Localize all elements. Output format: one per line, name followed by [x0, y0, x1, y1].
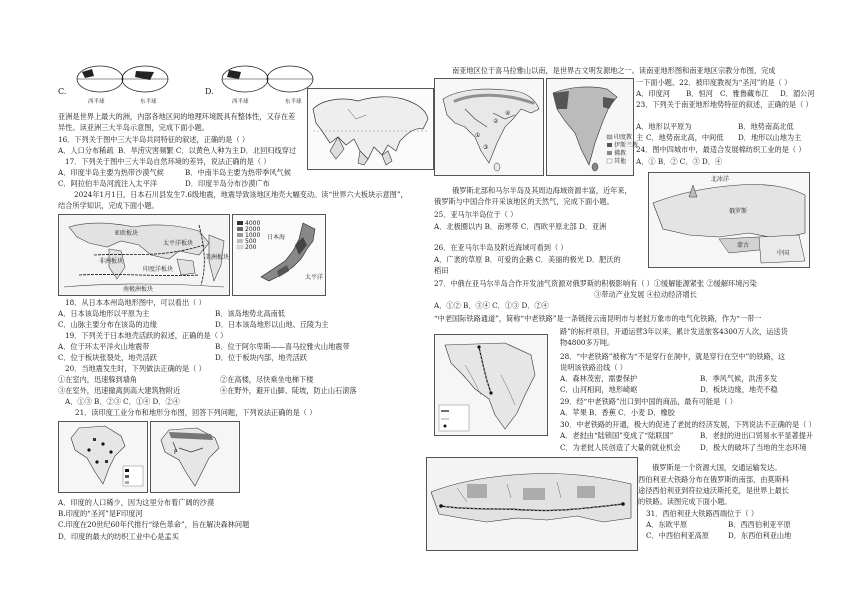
q20-item-1: ①在室内，迅速躲到墙角	[58, 375, 138, 384]
question-21: 21．读印度工业分布和地形分布图，回答下列问题，下列说法正确的是（ ）	[75, 408, 317, 417]
q19-option-b: B．位于阿尔卑斯——喜马拉雅火山地震带	[215, 342, 350, 351]
south-asia-religion-map	[546, 78, 639, 176]
religion-legend-other: 其他	[614, 158, 627, 165]
japan-legend-4000: 4000	[245, 220, 261, 227]
laos-rail-intro-line3: 物4800多万吨。	[560, 338, 615, 347]
question-26: 26．在亚马尔半岛及附近海域可看到（ ）	[434, 243, 568, 252]
q17-option-b: B．中南半岛主要为热带季风气候	[185, 168, 291, 177]
q19-option-d: D．位于板块内部，地壳活跃	[215, 353, 308, 362]
q31-option-c: C．中西伯利亚高原	[646, 531, 710, 540]
q18-option-a: A．日本该岛地形以平原为主	[58, 309, 150, 318]
question-17: 17．下列关于图中三大半岛自然环境的差异，说法正确的是（ ）	[65, 157, 271, 166]
earthquake-intro-line2: 结合所学知识，完成下面小题。	[58, 201, 159, 210]
q23-option-a: A．地形以平原为	[636, 122, 692, 131]
option-d-west-label: 西半球	[232, 99, 249, 105]
option-c-hemisphere-figure	[70, 64, 172, 98]
q20-options: A．①③ B．②③ C．①④ D．②④	[65, 397, 180, 406]
svg-text:F: F	[174, 449, 178, 456]
q21-option-a: A．印度的人口稀少，因为这里分布着广阔的沙漠	[58, 498, 215, 507]
laos-rail-intro-line2: 路”的标杆项目，开通运营3年以来，累计发送旅客4300万人次，运送货	[560, 327, 788, 336]
q16-option-b: B．旱涝灾害频繁 C．以黄色人种为主	[118, 146, 239, 155]
q16-option-a: A．人口分布稀疏	[58, 146, 114, 155]
q24-options: A．① B．② C．③ D．④	[636, 157, 723, 166]
religion-legend-islam: 伊斯兰教	[614, 142, 639, 149]
plate-label-pacific: 太平洋板块	[163, 240, 194, 247]
india-industry-map	[58, 421, 148, 493]
plate-label-african: 非洲板块	[99, 258, 124, 265]
russia-rail-intro-line3: 途径西伯利亚到符拉迪沃斯托克，是世界上最长	[638, 486, 789, 495]
russia-rail-intro-line2: 西伯利亚大铁路分布在俄罗斯的南部，由莫斯科	[638, 475, 789, 484]
q21-option-c: C.印度在20世纪60年代推行“绿色革命”，旨在解决森林问题	[58, 520, 250, 529]
q21-option-b: B.印度的“圣河”是F印度河	[58, 509, 143, 518]
earthquake-intro-line1: 2024年1月1日，日本石川县发生7.6级地震，地震导致该地区地壳大幅变动。读“世界六大板块示意图”，	[74, 190, 408, 199]
q18-option-c: C．山脉主要分布在该岛的边缘	[58, 320, 157, 329]
q16-option-d: D．北回归线穿过	[240, 146, 297, 155]
pacific-label-japan: 太平洋	[305, 274, 324, 281]
question-30: 30．中老铁路的开通，极大的促进了老挝的经济发展，下列说法不正确的是（ ）	[560, 420, 816, 429]
asia-intro-line2: 异性。读亚洲三大半岛示意图，完成下面小题。	[58, 123, 209, 132]
russia-rail-intro-line1: 俄罗斯是一个资源大国，交通运输发达。	[652, 463, 782, 472]
svg-text:③: ③	[483, 144, 489, 151]
arctic-ocean-label: 北冰洋	[711, 176, 730, 183]
question-28: 28．“中老铁路”被称为“不是穿行在洞中，就是穿行在空中”的铁路，这	[560, 352, 786, 361]
q28-option-a: A．森林茂密，需要保护	[560, 374, 638, 383]
south-asia-terrain-map	[434, 78, 544, 176]
svg-text:②: ②	[493, 118, 499, 125]
q19-option-c: C．位于板块张裂处，地壳活跃	[58, 353, 157, 362]
q22-option-c: C．雅鲁藏布江	[720, 89, 769, 98]
q28-option-c: C．山河相间，地形崎岖	[560, 385, 638, 394]
q17-option-c: C．阿拉伯半岛河流注入太平洋	[58, 179, 157, 188]
question-23: 23．下列关于南亚地形地势特征的叙述，正确的是（ ）	[636, 100, 813, 109]
sea-of-japan-label: 日本海	[267, 234, 286, 241]
japan-honshu-map	[232, 214, 326, 296]
q27-items-2: ③带动产业发展 ④拉动经济增长	[594, 290, 697, 299]
question-16: 16．下列关于图中三大半岛共同特征的叙述，正确的是（ ）	[58, 135, 250, 144]
q30-option-c: C．为老挝人民创造了大量的就业机会	[560, 443, 681, 452]
yamal-intro-line1: 俄罗斯北部和马尔半岛及其周边海域资源丰富，近年来，	[452, 186, 632, 195]
q22-option-b: B．恒河	[686, 89, 713, 98]
q25-options: A．北极圈以内 B．南寒带 C．西欧平原北部 D．亚洲	[434, 222, 607, 231]
q18-option-b: B．该岛地势北高南低	[215, 309, 285, 318]
japan-legend-1000: 1000	[245, 232, 261, 239]
q17-option-d: D．印度半岛分布沙漠广布	[185, 179, 270, 188]
q31-option-b: B．西西伯利亚平原	[728, 520, 791, 529]
svg-text:①: ①	[475, 132, 481, 139]
religion-legend-buddhism: 佛教	[614, 150, 627, 157]
q19-option-a: A．位于环太平洋火山地震带	[58, 342, 150, 351]
russia-label: 俄罗斯	[729, 208, 748, 215]
yamal-intro-line2: 俄罗斯与中国合作开采该地区的天然气，完成下面小题。	[434, 197, 614, 206]
q20-item-2: ②在高楼，尽快乘坐电梯下楼	[220, 375, 314, 384]
question-31: 31．西伯利亚大铁路西端位于（ ）	[646, 509, 759, 518]
q17-option-a: A．印度半岛主要为热带沙漠气候	[58, 168, 164, 177]
q23-option-d: D．地形以山地为主	[738, 133, 802, 142]
option-c-label: C.	[58, 87, 67, 96]
q30-option-a: A．老挝由“陆锁国”变成了“陆联国”	[560, 431, 674, 440]
q28-option-b: B．季风气候，洪涝多发	[700, 374, 778, 383]
plate-label-antarctic: 南极洲板块	[123, 286, 154, 293]
question-24: 24．图中四城市中，最适合发展棉纺织工业的是（ ）	[636, 145, 806, 154]
plate-label-american: 美洲板块	[205, 254, 230, 261]
q22-option-d: D．湄公河	[780, 89, 815, 98]
question-19: 19．下列关于日本地壳活跃的叙述，正确的是（ ）	[65, 331, 228, 340]
japan-legend-500: 500	[245, 238, 257, 245]
plate-label-indian: 印度洋板块	[143, 266, 174, 273]
option-c-west-label: 西半球	[88, 99, 105, 105]
svg-text:④: ④	[505, 110, 511, 117]
option-d-hemisphere-figure	[215, 64, 317, 98]
q30-option-b: B．老挝的进出口贸易水平显著提升	[700, 431, 814, 440]
option-d-east-label: 东半球	[285, 99, 302, 105]
question-27: 27．中俄在亚马尔半岛合作开发油气资源对俄罗斯的积极影响有（ ）①缓解能源紧张 ②缓解环境污染	[434, 279, 757, 288]
q26-options: A．广袤的草原 B．可爱的企鹅 C．美丽的极光 D．肥沃的	[434, 255, 621, 264]
q23-option-b: B．地势南高北低	[738, 122, 794, 131]
india-terrain-map	[150, 421, 240, 493]
q28-option-d: D．板块边缘，地壳不稳	[700, 385, 778, 394]
laos-rail-intro-line1: “中老国际铁路通道”，简称“中老铁路”是一条链接云南昆明市与老挝万象市的电气化铁路，作为“一带一	[434, 314, 762, 323]
plate-label-eurasian: 亚欧板块	[114, 230, 139, 237]
q26-option-tail: 稻田	[434, 266, 449, 275]
china-label: 中国	[777, 250, 790, 257]
q29-options: A．苹果 B．香蕉 C．小麦 D．橡胶	[560, 408, 675, 417]
q22-option-a: A．印度河	[636, 89, 670, 98]
q20-item-4: ④在野外，避开山脚、陡坡，防止山石滚落	[220, 386, 357, 395]
question-25: 25．亚马尔半岛位于（ ）	[434, 210, 518, 219]
south-asia-intro: 南亚地区位于喜马拉雅山以南，是世界古文明发源地之一。读南亚地形图和南亚地区宗教分布图，完成	[452, 66, 776, 75]
russia-yamal-map	[648, 172, 810, 268]
question-20: 20．当地震发生时，下列做法正确的是（ ）	[65, 364, 206, 373]
q21-option-d: D．印度的最大的纺织工业中心是孟买	[58, 532, 179, 541]
mongolia-label: 蒙古	[737, 242, 750, 249]
q31-option-a: A．东欧平原	[646, 520, 688, 529]
q18-option-d: D．日本该岛地形以山地、丘陵为主	[215, 320, 329, 329]
question-18: 18．从日本本州岛地形图中，可以看出（ ）	[65, 298, 206, 307]
trans-siberian-railway-map	[426, 457, 638, 551]
religion-legend-hinduism: 印度教	[614, 134, 633, 141]
q23-option-a-tail: 主	[636, 133, 644, 142]
russia-rail-intro-line4: 的铁路。读图完成下面小题。	[638, 497, 732, 506]
world-plates-map	[58, 214, 230, 296]
question-28-line2: 说明该铁路沿线（ ）	[560, 363, 627, 372]
japan-legend-2000: 2000	[245, 226, 261, 233]
question-22: 一下面小题。22．被印度教视为“圣河”的是（ ）	[636, 78, 792, 87]
asia-peninsulas-map	[307, 88, 434, 170]
q27-options: A．①② B．③④ C．①③ D．②④	[434, 301, 549, 310]
asia-intro-line1: 亚洲是世界上最大的洲，内部各地区间的地理环境既具有整体性，又存在差	[58, 112, 296, 121]
q20-item-3: ③在室外，迅速撤离到高大建筑物附近	[58, 386, 181, 395]
option-c-east-label: 东半球	[140, 99, 157, 105]
q23-option-c: C．地势南北高，中间低	[646, 133, 724, 142]
q31-option-d: D．东西伯利亚山地	[728, 531, 792, 540]
q30-option-d: D．极大的破坏了当地的生态环境	[700, 443, 807, 452]
china-laos-railway-map	[434, 334, 548, 436]
japan-legend-200: 200	[245, 244, 257, 251]
option-d-label: D.	[205, 87, 214, 96]
question-29: 29．经“中老铁路”出口到中国的商品，最有可能是（ ）	[560, 397, 737, 406]
